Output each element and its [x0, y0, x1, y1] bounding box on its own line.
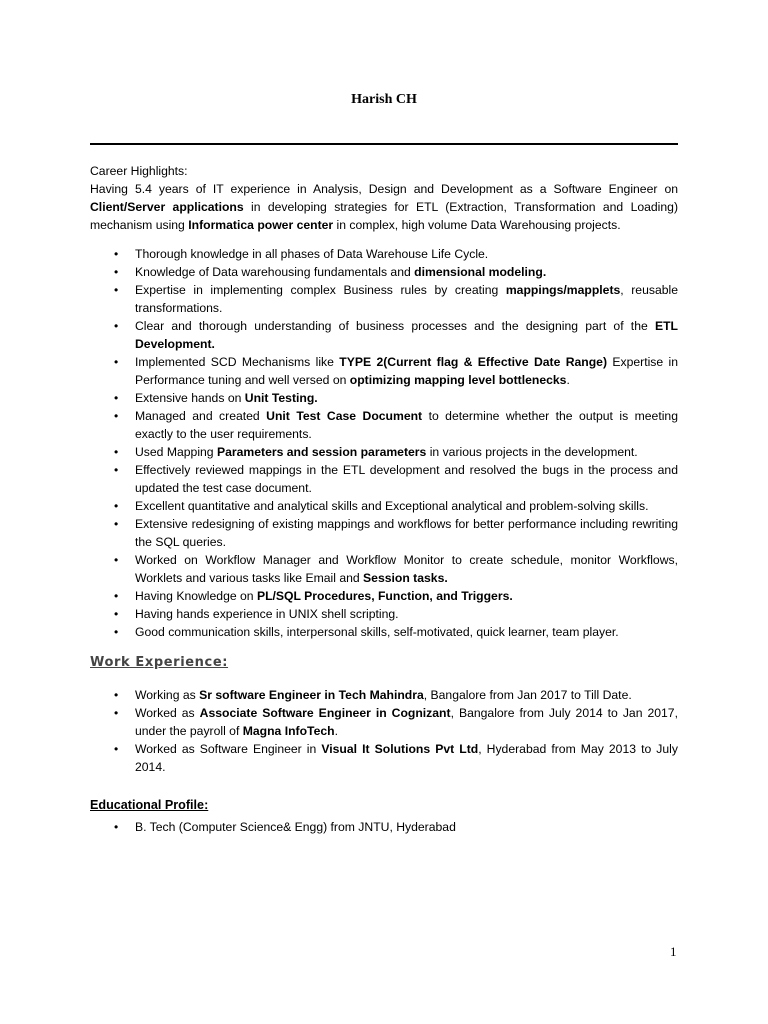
list-item: • Extensive redesigning of existing mappings and workflows for better performance including rewriting the SQL queries.	[90, 515, 678, 551]
list-item: • B. Tech (Computer Science& Engg) from JNTU, Hyderabad	[90, 818, 678, 836]
list-item: • Working as Sr software Engineer in Tech Mahindra, Bangalore from Jan 2017 to Till Date.	[90, 686, 678, 704]
list-item: • Expertise in implementing complex Business rules by creating mappings/mapplets, reusable transformations.	[90, 281, 678, 317]
list-item: • Knowledge of Data warehousing fundamentals and dimensional modeling.	[90, 263, 678, 281]
list-item: • Having hands experience in UNIX shell scripting.	[90, 605, 678, 623]
list-item: • Clear and thorough understanding of business processes and the designing part of the ETL Development.	[90, 317, 678, 353]
list-item: • Worked as Associate Software Engineer in Cognizant, Bangalore from July 2014 to Jan 2017, under the payroll of Magna InfoTech.	[90, 704, 678, 740]
education-list	[90, 818, 678, 836]
candidate-name: Harish CH	[351, 92, 417, 107]
career-highlights-heading: Career Highlights:	[90, 164, 188, 178]
list-item: • Effectively reviewed mappings in the ETL development and resolved the bugs in the process and updated the test case document.	[90, 461, 678, 497]
career-highlights-list	[90, 245, 678, 641]
list-item: • Excellent quantitative and analytical skills and Exceptional analytical and problem-solving skills.	[90, 497, 678, 515]
resume-body	[90, 162, 678, 836]
list-item: • Good communication skills, interpersonal skills, self-motivated, quick learner, team player.	[90, 623, 678, 641]
list-item: • Implemented SCD Mechanisms like TYPE 2(Current flag & Effective Date Range) Expertise in Performance tuning and well versed on optimizing mapping level bottlenecks.	[90, 353, 678, 389]
list-item: • Having Knowledge on PL/SQL Procedures, Function, and Triggers.	[90, 587, 678, 605]
work-experience-heading: Work Experience:	[90, 655, 229, 670]
page-number: 1	[670, 944, 677, 959]
work-experience-list	[90, 686, 678, 776]
educational-profile-heading: Educational Profile:	[90, 798, 209, 812]
header-divider	[90, 143, 678, 145]
list-item: • Extensive hands on Unit Testing.	[90, 389, 678, 407]
list-item: • Managed and created Unit Test Case Document to determine whether the output is meeting exactly to the user requirements.	[90, 407, 678, 443]
list-item: • Worked on Workflow Manager and Workflow Monitor to create schedule, monitor Workflows, Worklets and various tasks like Email and Session tasks.	[90, 551, 678, 587]
list-item: • Thorough knowledge in all phases of Data Warehouse Life Cycle.	[90, 245, 678, 263]
career-intro: Having 5.4 years of IT experience in Analysis, Design and Development as a Software Engineer on Client/Server applications in developing strategies for ETL (Extraction, Transformation and Loading) mechanism using Informatica power center in complex, high volume Data Warehousing projects.	[90, 182, 679, 232]
list-item: • Used Mapping Parameters and session parameters in various projects in the development.	[90, 443, 678, 461]
list-item: • Worked as Software Engineer in Visual It Solutions Pvt Ltd, Hyderabad from May 2013 to July 2014.	[90, 740, 678, 776]
